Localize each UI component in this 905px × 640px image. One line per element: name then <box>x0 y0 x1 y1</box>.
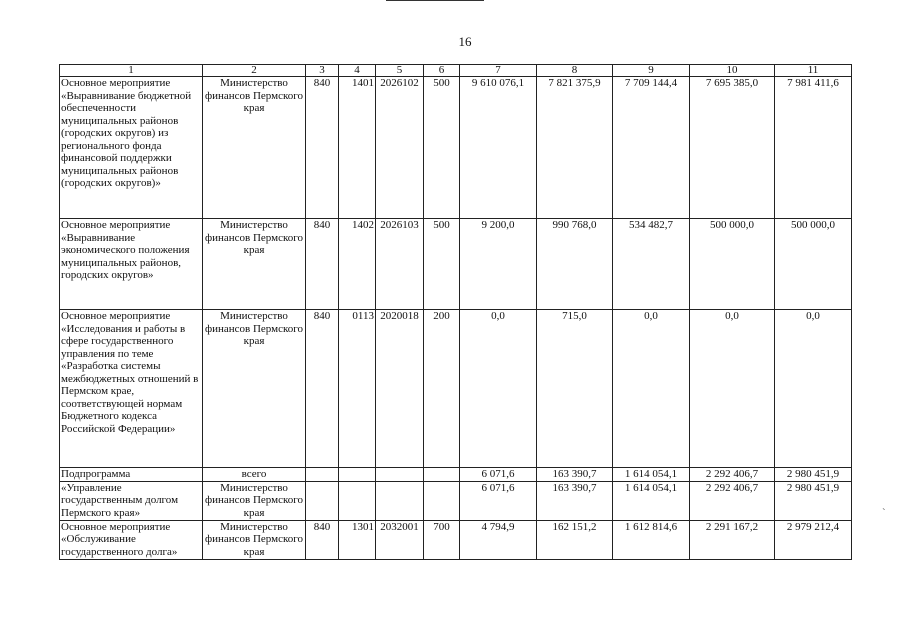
table-row <box>60 310 852 468</box>
executor: Министерство финансов Пермского края <box>203 520 306 559</box>
column-number: 1 <box>60 65 203 77</box>
target-code <box>376 468 424 482</box>
amount-cell: 6 071,6 <box>460 468 537 482</box>
column-number: 4 <box>339 65 376 77</box>
amount-cell: 7 821 375,9 <box>537 77 613 219</box>
table-row <box>60 77 852 219</box>
executor: Министерство финансов Пермского края <box>203 481 306 520</box>
amount-cell: 2 292 406,7 <box>690 468 775 482</box>
amount-cell: 534 482,7 <box>613 219 690 310</box>
amount-cell: 9 610 076,1 <box>460 77 537 219</box>
amount-cell: 2 292 406,7 <box>690 481 775 520</box>
executor: Министерство финансов Пермского края <box>203 310 306 468</box>
column-numbers-row <box>60 65 852 77</box>
scan-mark: ˋ <box>882 507 886 519</box>
amount-cell: 0,0 <box>690 310 775 468</box>
amount-cell: 990 768,0 <box>537 219 613 310</box>
section-code <box>339 468 376 482</box>
column-number: 7 <box>460 65 537 77</box>
top-rule <box>386 0 484 1</box>
measure-name: Основное мероприятие «Выравнивание бюджетной обеспеченности муниципальных районов (городских округов) из регионального фонда финансовой поддержки муниципальных районов (городских округов)» <box>60 77 203 219</box>
budget-table <box>59 64 852 560</box>
ministry-code: 840 <box>306 520 339 559</box>
section-code: 0113 <box>339 310 376 468</box>
amount-cell: 715,0 <box>537 310 613 468</box>
executor: Министерство финансов Пермского края <box>203 219 306 310</box>
expense-type-code: 700 <box>424 520 460 559</box>
target-code: 2020018 <box>376 310 424 468</box>
expense-type-code <box>424 468 460 482</box>
table-row <box>60 468 852 482</box>
amount-cell: 500 000,0 <box>690 219 775 310</box>
measure-name: Основное мероприятие «Обслуживание государственного долга» <box>60 520 203 559</box>
section-code: 1301 <box>339 520 376 559</box>
amount-cell: 7 709 144,4 <box>613 77 690 219</box>
amount-cell: 0,0 <box>613 310 690 468</box>
amount-cell: 0,0 <box>460 310 537 468</box>
column-number: 2 <box>203 65 306 77</box>
ministry-code <box>306 481 339 520</box>
target-code: 2026102 <box>376 77 424 219</box>
amount-cell: 2 980 451,9 <box>775 468 852 482</box>
amount-cell: 2 291 167,2 <box>690 520 775 559</box>
amount-cell: 1 614 054,1 <box>613 481 690 520</box>
amount-cell: 6 071,6 <box>460 481 537 520</box>
table-row <box>60 481 852 520</box>
executor: Министерство финансов Пермского края <box>203 77 306 219</box>
subprogram-label: Подпрограмма <box>60 468 203 482</box>
executor: всего <box>203 468 306 482</box>
expense-type-code: 500 <box>424 77 460 219</box>
amount-cell: 162 151,2 <box>537 520 613 559</box>
amount-cell: 163 390,7 <box>537 481 613 520</box>
amount-cell: 9 200,0 <box>460 219 537 310</box>
section-code <box>339 481 376 520</box>
column-number: 11 <box>775 65 852 77</box>
amount-cell: 4 794,9 <box>460 520 537 559</box>
amount-cell: 2 979 212,4 <box>775 520 852 559</box>
subprogram-name: «Управление государственным долгом Пермского края» <box>60 481 203 520</box>
expense-type-code: 500 <box>424 219 460 310</box>
ministry-code: 840 <box>306 219 339 310</box>
section-code: 1402 <box>339 219 376 310</box>
column-number: 10 <box>690 65 775 77</box>
amount-cell: 2 980 451,9 <box>775 481 852 520</box>
table-row <box>60 520 852 559</box>
expense-type-code: 200 <box>424 310 460 468</box>
column-number: 3 <box>306 65 339 77</box>
column-number: 5 <box>376 65 424 77</box>
expense-type-code <box>424 481 460 520</box>
target-code <box>376 481 424 520</box>
page-number: 16 <box>458 34 472 49</box>
amount-cell: 7 981 411,6 <box>775 77 852 219</box>
amount-cell: 7 695 385,0 <box>690 77 775 219</box>
amount-cell: 500 000,0 <box>775 219 852 310</box>
ministry-code: 840 <box>306 77 339 219</box>
amount-cell: 1 614 054,1 <box>613 468 690 482</box>
amount-cell: 163 390,7 <box>537 468 613 482</box>
measure-name: Основное мероприятие «Выравнивание экономического положения муниципальных районов, городских округов» <box>60 219 203 310</box>
ministry-code: 840 <box>306 310 339 468</box>
target-code: 2026103 <box>376 219 424 310</box>
ministry-code <box>306 468 339 482</box>
measure-name: Основное мероприятие «Исследования и работы в сфере государственного управления по теме «Разработка системы межбюджетных отношений в Пермском крае, соответствующей нормам Бюджетного кодекса Российской Федерации» <box>60 310 203 468</box>
target-code: 2032001 <box>376 520 424 559</box>
column-number: 9 <box>613 65 690 77</box>
column-number: 6 <box>424 65 460 77</box>
table-row <box>60 219 852 310</box>
amount-cell: 1 612 814,6 <box>613 520 690 559</box>
section-code: 1401 <box>339 77 376 219</box>
amount-cell: 0,0 <box>775 310 852 468</box>
column-number: 8 <box>537 65 613 77</box>
